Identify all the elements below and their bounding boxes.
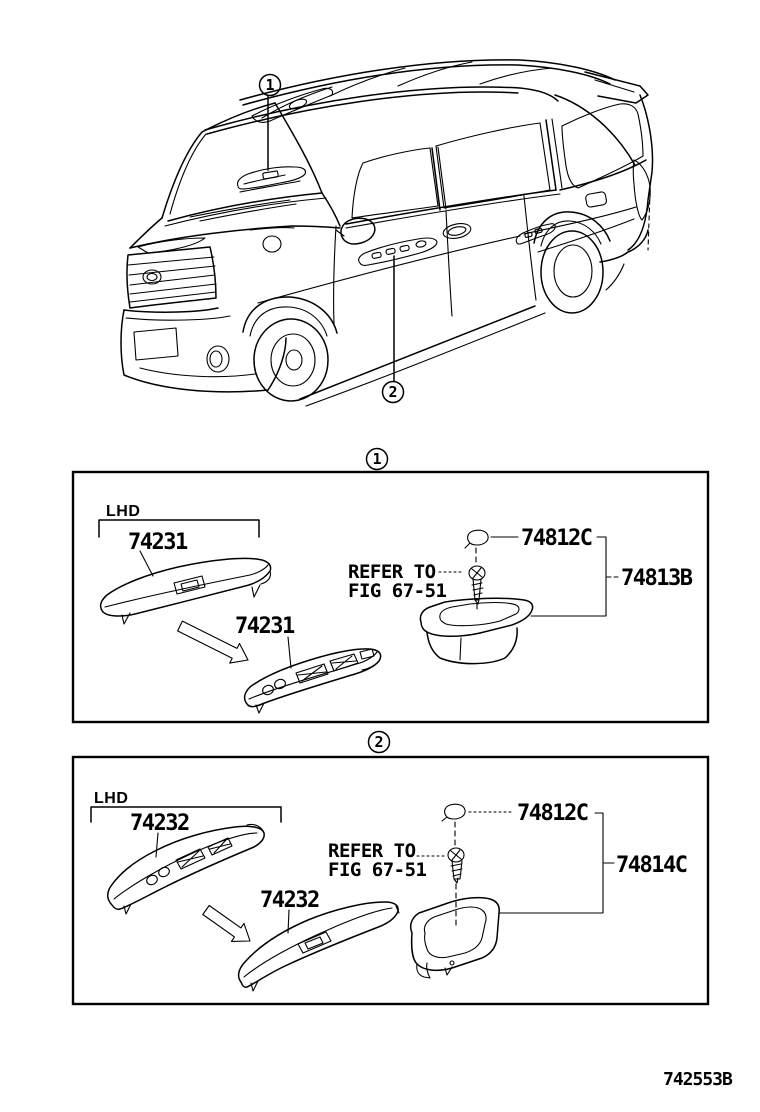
screw-illustration xyxy=(448,848,464,883)
figure-1 xyxy=(73,449,708,723)
turn-signal-icon xyxy=(263,236,281,252)
vehicle-callout-2 xyxy=(383,256,404,403)
clip-illustration xyxy=(465,530,488,548)
figure-1-assembly-label: 74813B xyxy=(621,566,692,591)
figure-1-note-line1: REFER TO xyxy=(348,561,436,583)
figure-2-note-line2: FIG 67-51 xyxy=(328,859,427,881)
figure-1-part-number-front: 74231 xyxy=(128,530,187,555)
clip-illustration xyxy=(442,804,465,821)
figure-1-callout-number: 1 xyxy=(372,450,382,468)
figure-1-note-line2: FIG 67-51 xyxy=(348,580,447,602)
figure-1-handing-label: LHD xyxy=(106,503,141,520)
vehicle-line-art xyxy=(121,60,653,406)
vehicle-callout-1-number: 1 xyxy=(265,76,275,94)
figure-2-note-line1: REFER TO xyxy=(328,840,416,862)
figure-2-part-number-front: 74232 xyxy=(130,811,189,836)
direction-arrow xyxy=(203,906,250,942)
figure-1-panel-base-drawing xyxy=(245,649,381,713)
figure-2-part-number-base: 74232 xyxy=(260,888,319,913)
figure-2 xyxy=(73,732,708,1005)
armrest-panel-sketch xyxy=(237,167,305,192)
figure-1-clip-label: 74812C xyxy=(521,526,592,551)
figure-2-assembly-label: 74814C xyxy=(616,853,687,878)
sliding-door-switch-panel-sketch xyxy=(516,224,555,244)
figure-1-part-number-base: 74231 xyxy=(235,614,294,639)
drawing-code: 742553B xyxy=(663,1069,732,1090)
figure-2-panel-front-drawing xyxy=(108,824,264,914)
figure-2-callout-number: 2 xyxy=(374,733,384,751)
figure-2-bezel-drawing xyxy=(411,898,500,978)
rear-wheel xyxy=(534,212,624,313)
figure-2-handing-label: LHD xyxy=(94,790,129,807)
vehicle-callout-2-number: 2 xyxy=(388,383,398,401)
front-wheel xyxy=(243,297,337,401)
figure-2-panel-base-drawing xyxy=(239,902,399,991)
figure-2-clip-label: 74812C xyxy=(517,801,588,826)
front-door-switch-panel-sketch xyxy=(359,238,437,265)
